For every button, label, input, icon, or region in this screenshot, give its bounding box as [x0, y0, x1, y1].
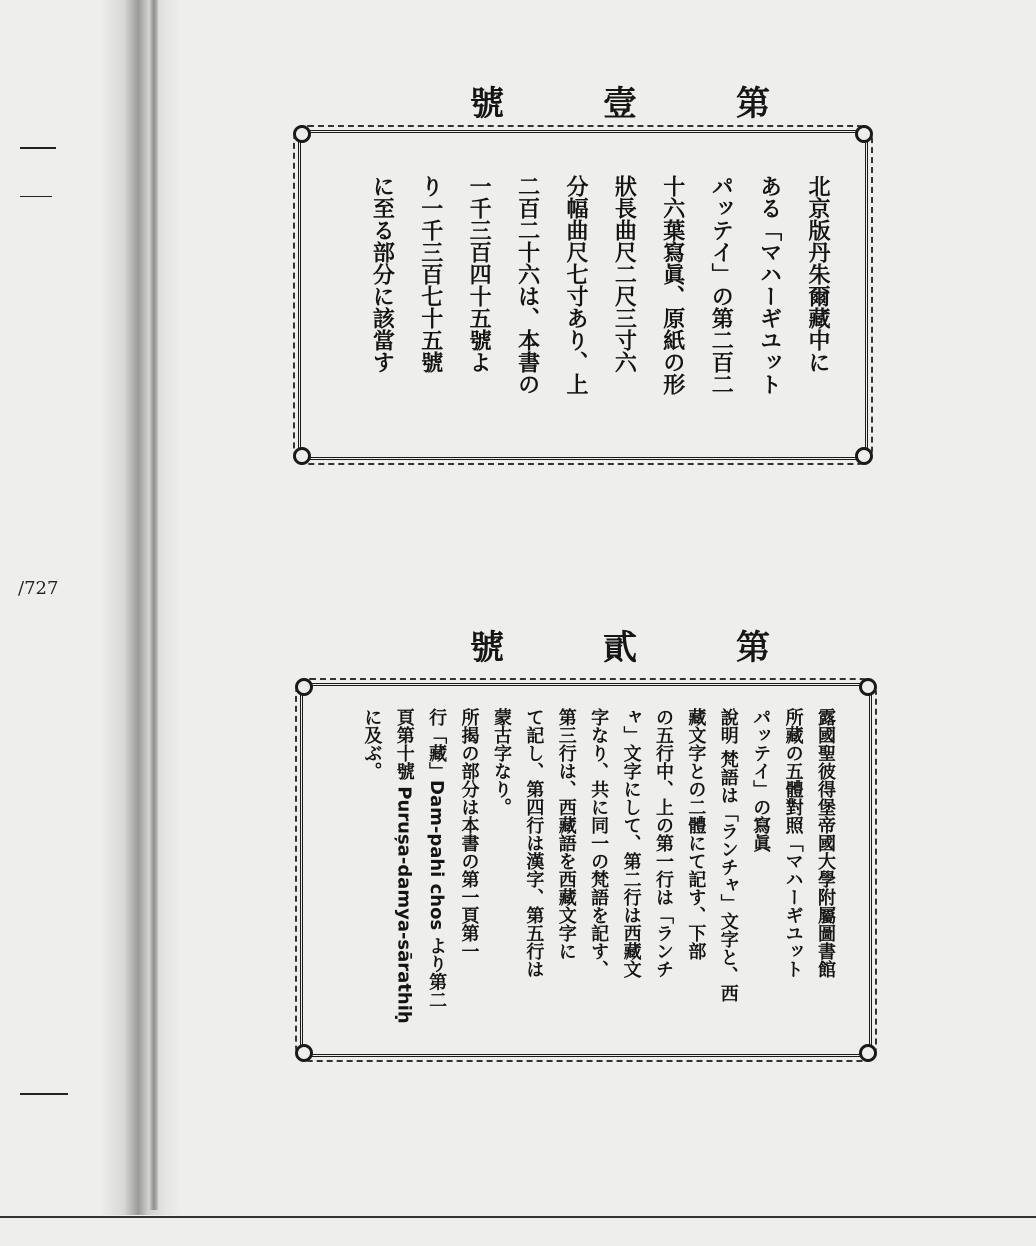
text-line: 一千三百四十五號よ — [466, 175, 492, 373]
plate-2-title-char: 第 — [736, 628, 770, 668]
text-line: ャ」文字にして、第二行は西藏文 — [620, 708, 642, 978]
text-line: に至る部分に該當す — [369, 175, 395, 373]
text-line: 藏文字との二體にて記す、下部 — [685, 708, 707, 960]
margin-mark-bottom — [20, 1093, 68, 1095]
frame-corner — [295, 678, 313, 696]
binding-shadow-line — [150, 0, 158, 1210]
text-line: 行「藏」Dam-pahi chos より第二 — [426, 708, 448, 1009]
text-line: 北京版丹朱爾藏中に — [805, 175, 830, 373]
plate-1-title — [470, 76, 770, 125]
frame-corner — [855, 447, 873, 465]
text-line: 狀長曲尺二尺三寸六 — [611, 175, 637, 373]
text-line: り一千三百七十五號 — [417, 175, 443, 373]
text-line: 露國聖彼得堡帝國大學附屬圖書館 — [815, 708, 836, 978]
text-line: パッテイ」の寫眞 — [750, 708, 772, 852]
text-line: の五行中、上の第一行は「ランチ — [652, 708, 674, 978]
text-line: 二百二十六は、本書の — [514, 175, 540, 395]
text-line: 說明 梵語は「ランチャ」文字と、西 — [717, 708, 739, 1003]
text-line: パッテイ」の第二百二 — [708, 175, 734, 395]
text-line: 第三行は、西藏語を西藏文字に — [555, 708, 577, 960]
margin-mark-second — [20, 196, 52, 197]
plate-1-title-char: 壹 — [603, 84, 637, 124]
frame-corner — [855, 125, 873, 143]
plate-1-text — [357, 175, 841, 445]
frame-corner — [295, 1044, 313, 1062]
text-line: 蒙古字なり。 — [490, 708, 512, 816]
plate-2-title-char: 貳 — [603, 628, 637, 668]
page-bottom-rule — [0, 1216, 1036, 1218]
plate-1-frame — [298, 130, 868, 460]
text-line: に及ぶ。 — [361, 708, 383, 780]
plate-2-title — [470, 620, 770, 669]
frame-corner — [293, 125, 311, 143]
text-line: ある「マハーギユット — [756, 175, 782, 395]
text-line: 所藏の五體對照「マハーギユット — [782, 708, 804, 978]
plate-1-title-char: 第 — [736, 84, 770, 124]
margin-page-number: /727 — [18, 578, 59, 599]
text-line: て記し、第四行は漢字、第五行は — [523, 708, 545, 978]
text-line: 分幅曲尺七寸あり、上 — [562, 175, 588, 395]
plate-2-title-char: 號 — [470, 628, 504, 668]
frame-corner — [859, 678, 877, 696]
text-line: 字なり、共に同一の梵語を記す、 — [588, 708, 610, 978]
frame-corner — [859, 1044, 877, 1062]
text-line: 頁第十號 Purușa-damya-sārathiḥ — [393, 708, 415, 1024]
text-line: 所揭の部分は本書の第一頁第一 — [458, 708, 480, 960]
plate-2-text — [355, 708, 841, 1034]
margin-mark-top — [20, 147, 56, 149]
binding-gutter — [100, 0, 180, 1215]
plate-1-title-char: 號 — [470, 84, 504, 124]
text-line: 十六葉寫眞、原紙の形 — [659, 175, 685, 395]
frame-corner — [293, 447, 311, 465]
plate-2-frame — [300, 683, 872, 1057]
